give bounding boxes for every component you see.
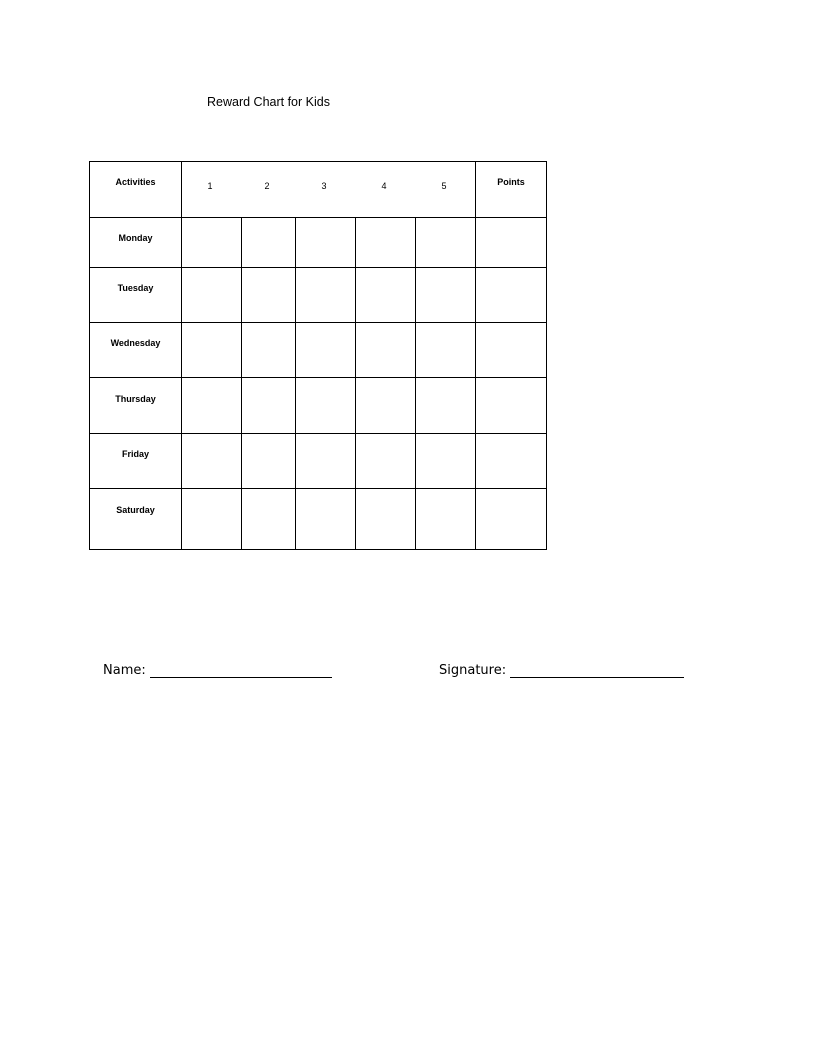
signature-field (439, 663, 684, 678)
day-label-wednesday: Wednesday (110, 338, 161, 348)
column-number-2: 2 (264, 181, 270, 191)
reward-chart-table (89, 161, 547, 550)
day-label-monday: Monday (118, 233, 153, 243)
grid-divider-row4 (90, 433, 546, 434)
column-number-5: 5 (441, 181, 447, 191)
grid-divider-points (475, 162, 476, 549)
column-number-3: 3 (321, 181, 327, 191)
grid-divider-activities (181, 162, 182, 549)
column-number-4: 4 (381, 181, 387, 191)
activities-header: Activities (115, 177, 156, 187)
day-label-thursday: Thursday (115, 394, 156, 404)
grid-divider-row5 (90, 488, 546, 489)
signature-blank-line[interactable] (510, 663, 684, 678)
name-field (103, 663, 332, 678)
page-title: Reward Chart for Kids (207, 95, 330, 109)
day-label-saturday: Saturday (116, 505, 155, 515)
grid-divider-row3 (90, 377, 546, 378)
grid-divider-row2 (90, 322, 546, 323)
column-number-1: 1 (207, 181, 213, 191)
grid-divider-header (90, 217, 546, 218)
grid-divider-row1 (90, 267, 546, 268)
day-label-friday: Friday (121, 449, 149, 459)
name-blank-line[interactable] (150, 663, 332, 678)
signature-label: Signature: (439, 663, 507, 678)
day-label-tuesday: Tuesday (117, 283, 154, 293)
points-header: Points (497, 177, 525, 187)
name-label: Name: (103, 663, 146, 678)
